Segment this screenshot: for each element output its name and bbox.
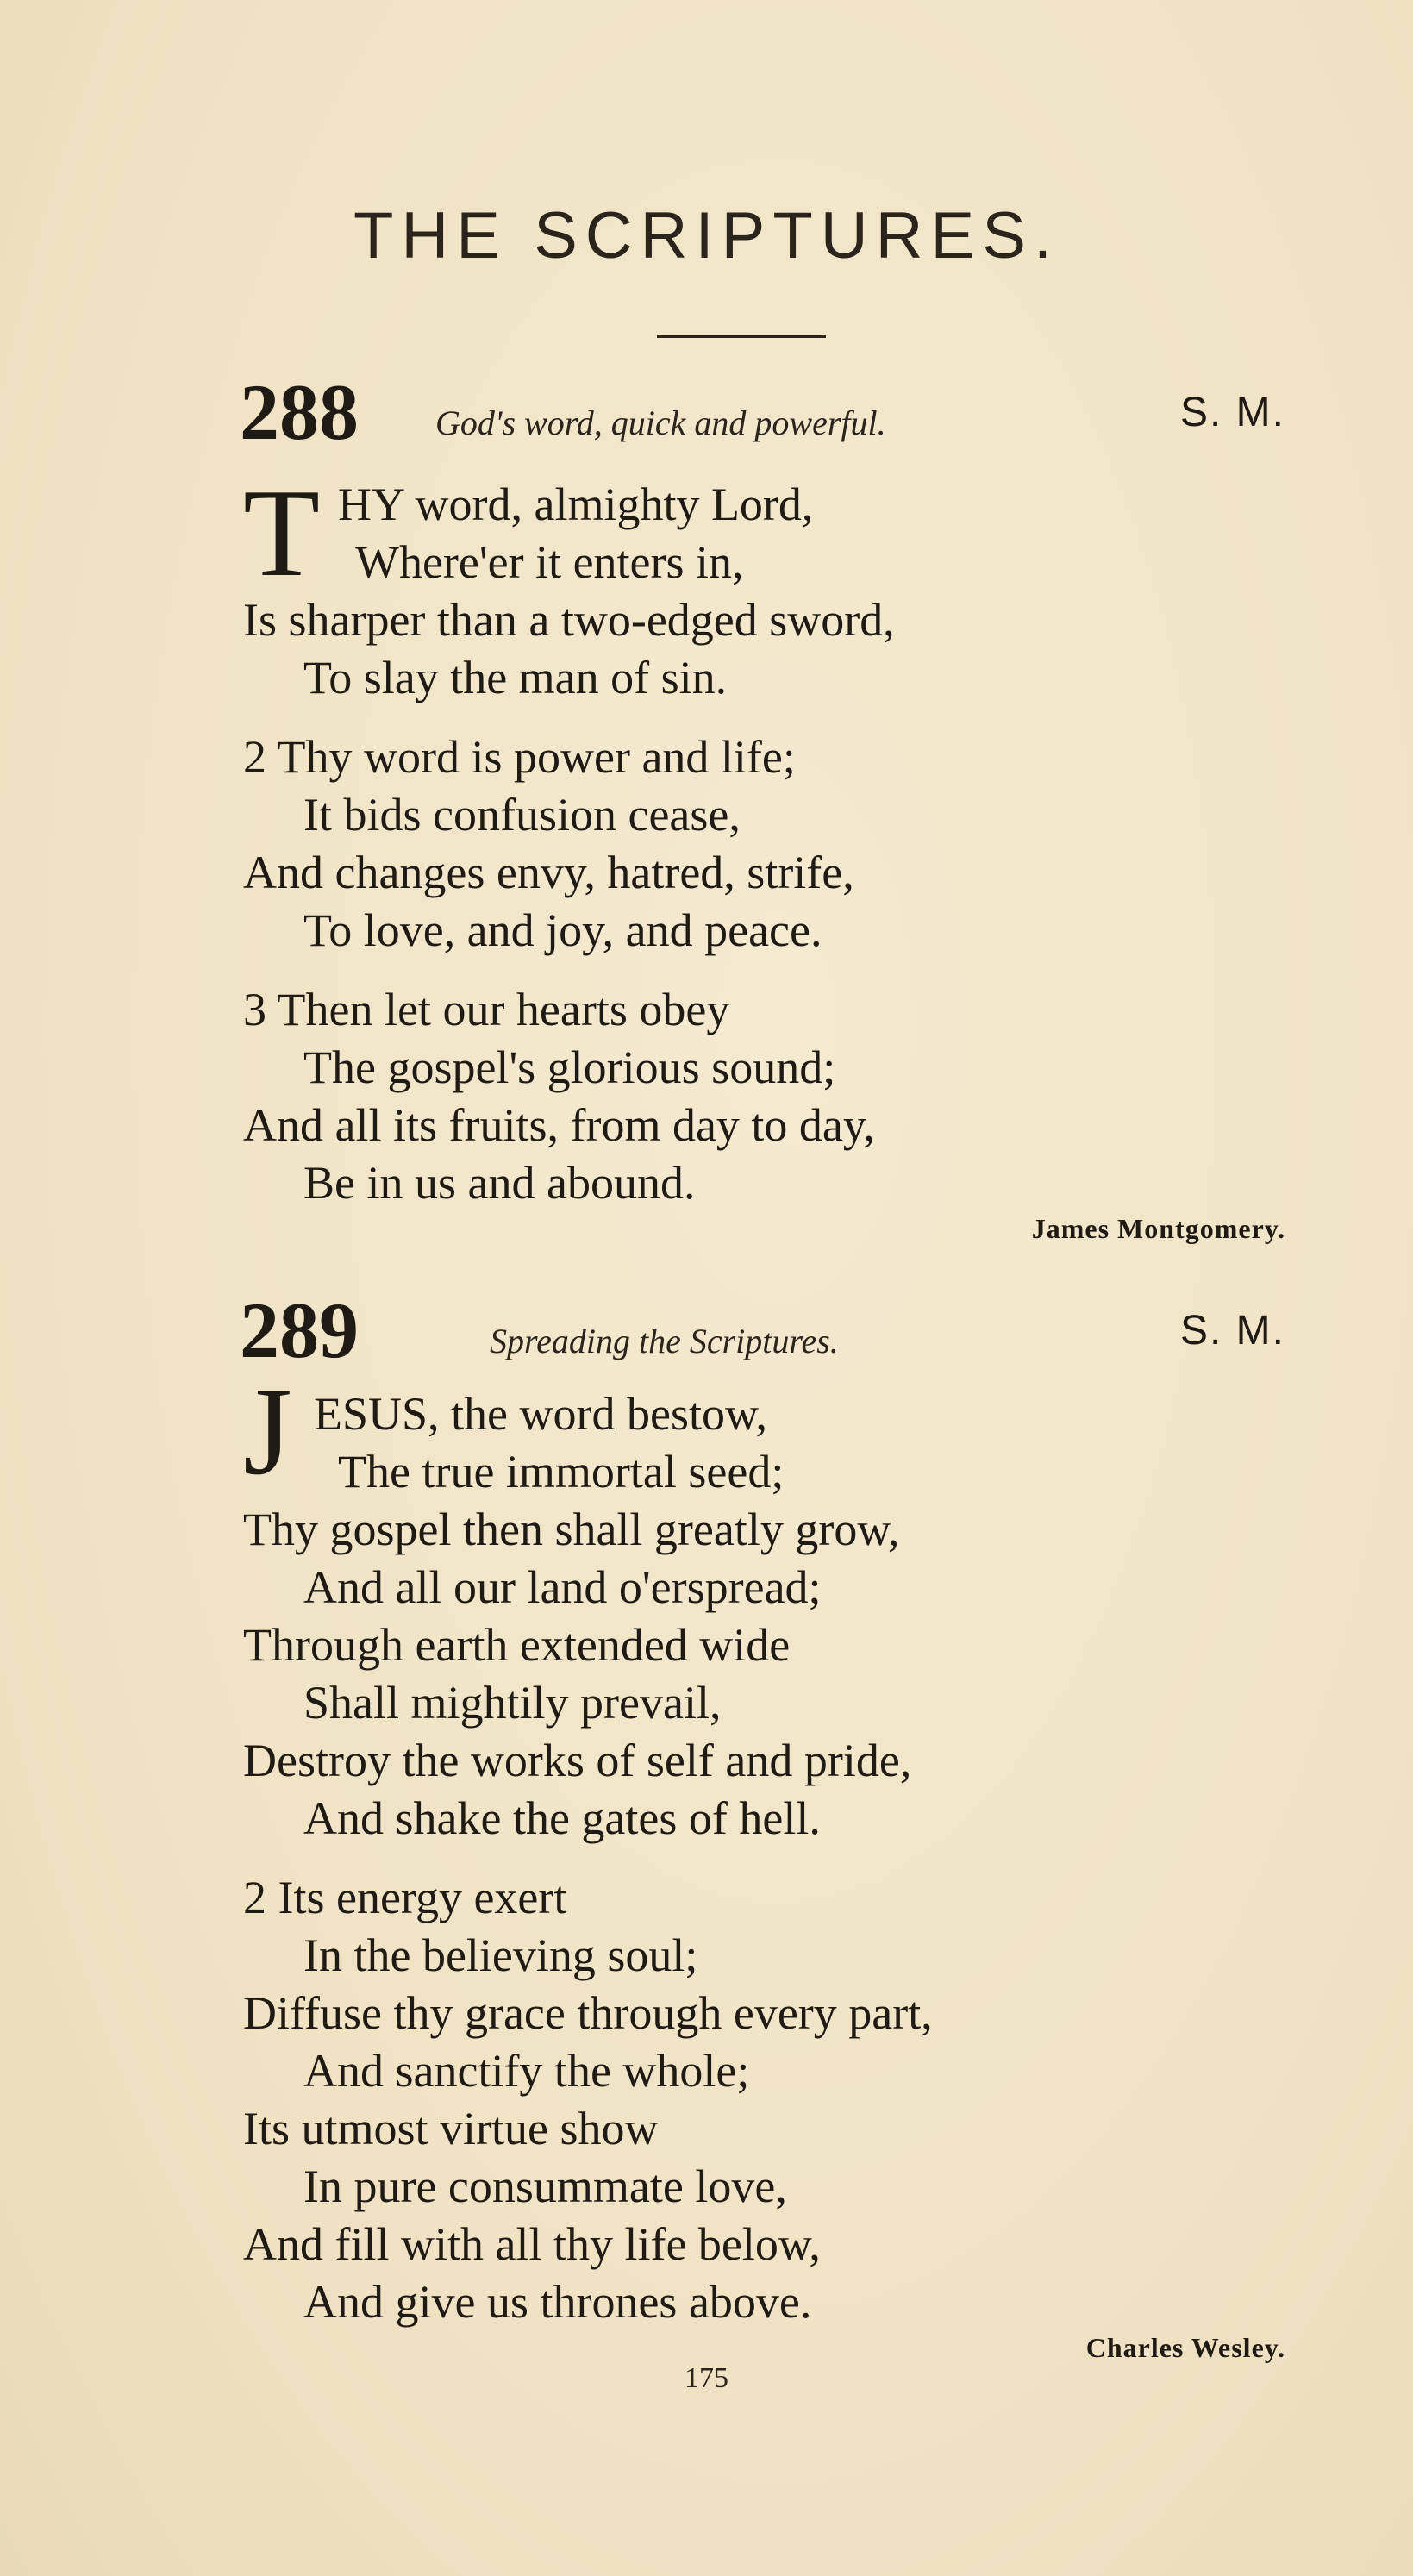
page-number: 175	[685, 2362, 728, 2394]
verse-line: And fill with all thy life below,	[243, 2218, 821, 2270]
verse-line: To slay the man of sin.	[303, 652, 728, 703]
verse-line: The true immortal seed;	[338, 1446, 785, 1497]
verse-line: 3 Then let our hearts obey	[243, 984, 730, 1035]
verse-line: 2 Thy word is power and life;	[243, 731, 796, 783]
hymn-meter: S. M.	[1179, 1308, 1285, 1354]
verse-line: Where'er it enters in,	[355, 536, 744, 588]
verse-line: Diffuse thy grace through every part,	[243, 1987, 933, 2039]
verse-line: Shall mightily prevail,	[303, 1677, 722, 1729]
verse-line: And shake the gates of hell.	[303, 1792, 821, 1844]
hymn-author: James Montgomery.	[1031, 1213, 1285, 1244]
hymn-288-header	[0, 366, 1413, 456]
verse-line: Through earth extended wide	[243, 1619, 791, 1671]
verse-line: The gospel's glorious sound;	[303, 1041, 836, 1093]
verse-line: And changes envy, hatred, strife,	[243, 847, 854, 898]
hymn-meter: S. M.	[1179, 390, 1285, 435]
verse-line: Its utmost virtue show	[243, 2103, 659, 2154]
verse-line: To love, and joy, and peace.	[303, 904, 822, 956]
hymn-number: 289	[240, 1286, 359, 1374]
verse-line: And sanctify the whole;	[303, 2045, 750, 2097]
hymn-289-header	[0, 1285, 1413, 1374]
hymn-subject: Spreading the Scriptures.	[490, 1322, 839, 1360]
verse-line: HY word, almighty Lord,	[338, 478, 814, 530]
verse-line: Be in us and abound.	[303, 1157, 696, 1209]
title-rule	[657, 335, 826, 338]
drop-cap: T	[243, 463, 321, 603]
verse-line: And give us thrones above.	[303, 2276, 812, 2328]
hymn-author: Charles Wesley.	[1085, 2332, 1285, 2363]
drop-cap: J	[243, 1361, 292, 1501]
hymn-subject: God's word, quick and powerful.	[435, 403, 886, 442]
verse-line: Destroy the works of self and pride,	[243, 1735, 912, 1786]
verse-line: In pure consummate love,	[303, 2160, 787, 2212]
verse-line: ESUS, the word bestow,	[314, 1388, 767, 1440]
verse-line: 2 Its energy exert	[243, 1872, 567, 1923]
verse-line: And all our land o'erspread;	[303, 1561, 822, 1613]
verse-line: In the believing soul;	[303, 1929, 698, 1981]
section-title: THE SCRIPTURES.	[353, 199, 1060, 272]
hymn-number: 288	[240, 368, 359, 456]
verse-line: And all its fruits, from day to day,	[243, 1099, 875, 1151]
verse-line: Thy gospel then shall greatly grow,	[243, 1504, 900, 1555]
verse-line: It bids confusion cease,	[303, 789, 741, 841]
verse-line: Is sharper than a two-edged sword,	[243, 594, 895, 646]
